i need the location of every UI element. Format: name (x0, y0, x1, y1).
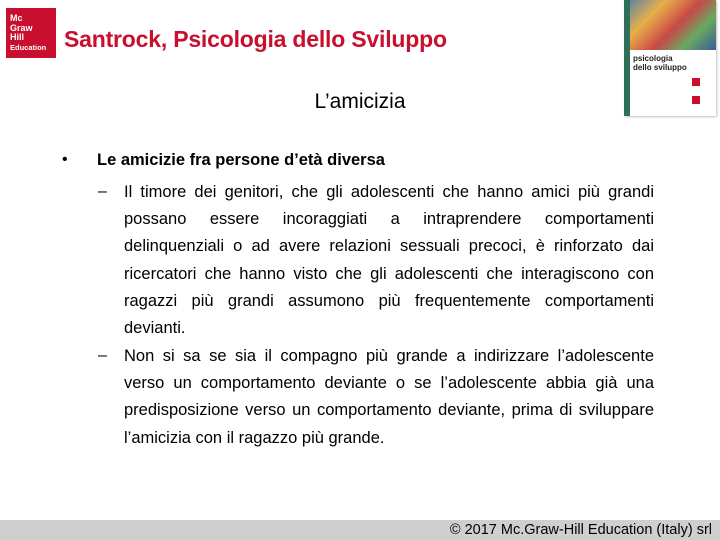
bullet-heading: Le amicizie fra persone d’età diversa (97, 151, 385, 169)
dash-icon: – (98, 183, 107, 200)
dash-icon: – (98, 347, 107, 364)
logo-line: Graw (10, 22, 33, 33)
logo-line: Mc (10, 13, 23, 23)
header (0, 0, 720, 70)
book-title: Santrock, Psicologia dello Sviluppo (64, 26, 447, 52)
copyright-text: © 2017 Mc.Graw-Hill Education (Italy) srl (449, 522, 712, 538)
cover-title-line2: dello sviluppo (633, 63, 687, 72)
logo-line: Hill (10, 32, 25, 42)
cover-title-line1: psicologia (633, 54, 673, 63)
cover-red-mark (692, 78, 700, 86)
slide-title: L’amicizia (314, 90, 406, 113)
cover-artwork (624, 0, 716, 50)
sub-item-text: Non si sa se sia il compagno più grande a indirizzare l’adolescente verso un comportamento deviante o se l’adolescente abbia già una predisposizione verso un comportamento deviante, prima di sviluppare l’amicizia con il ragazzo più grande. (124, 347, 654, 447)
logo-line: Education (10, 42, 47, 52)
bullet-icon: • (62, 151, 68, 168)
sub-item-text: Il timore dei genitori, che gli adolescenti che hanno amici più grandi possano essere incoraggiati a intraprendere comportamenti delinquenziali o ad avere relazioni sessuali precoci, è rinforzato dai ricercatori che hanno visto che gli adolescenti che interagiscono con ragazzi più grandi assumono più frequentemente comportamenti devianti. (124, 183, 654, 338)
publisher-logo (6, 8, 56, 58)
footer-bar (0, 520, 720, 540)
